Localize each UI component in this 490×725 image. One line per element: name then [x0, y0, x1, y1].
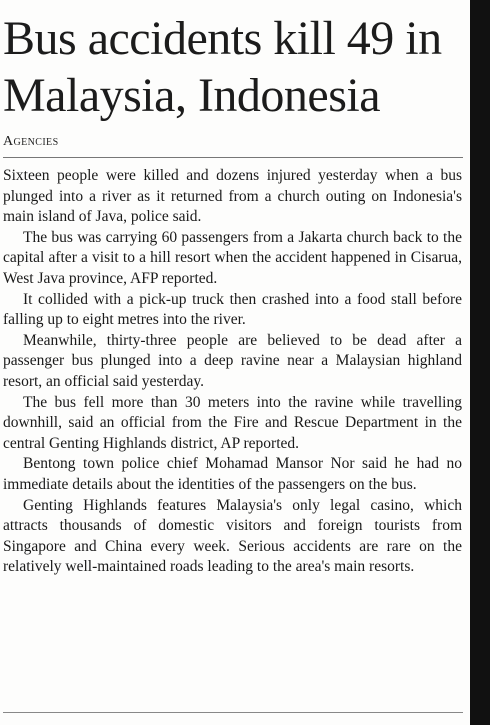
- paragraph: It collided with a pick-up truck then crashed into a food stall before falling up to eight metres into the river.: [3, 290, 462, 329]
- paragraph: The bus fell more than 30 meters into the ravine while travelling downhill, said an official from the Fire and Rescue Department in the central Genting Highlands district, AP reported.: [3, 393, 462, 452]
- paragraph: Bentong town police chief Mohamad Mansor Nor said he had no immediate details about the identities of the passengers on the bus.: [3, 455, 462, 493]
- byline: Agencies: [3, 134, 59, 149]
- article-body: [3, 166, 462, 578]
- paragraph: Sixteen people were killed and dozens injured yesterday when a bus plunged into a river as it returned from a church outing on Indonesia's main island of Java, police said.: [3, 167, 462, 226]
- paragraph: Genting Highlands features Malaysia's only legal casino, which attracts thousands of domestic visitors and foreign tourists from Singapore and China every week. Serious accidents are rare on the relatively well-maintained roads leading to the area's main resorts.: [3, 496, 462, 576]
- paragraph: Meanwhile, thirty-three people are believed to be dead after a passenger bus plunged into a deep ravine near a Malaysian highland resort, an official said yesterday.: [3, 331, 462, 390]
- scan-edge: [470, 0, 490, 725]
- divider-bottom: [3, 712, 463, 713]
- headline: Bus accidents kill 49 in Malaysia, Indonesia: [3, 12, 442, 122]
- divider-top: [3, 157, 463, 158]
- paragraph: The bus was carrying 60 passengers from a Jakarta church back to the capital after a visit to a hill resort when the accident happened in Cisarua, West Java province, AFP reported.: [3, 228, 462, 287]
